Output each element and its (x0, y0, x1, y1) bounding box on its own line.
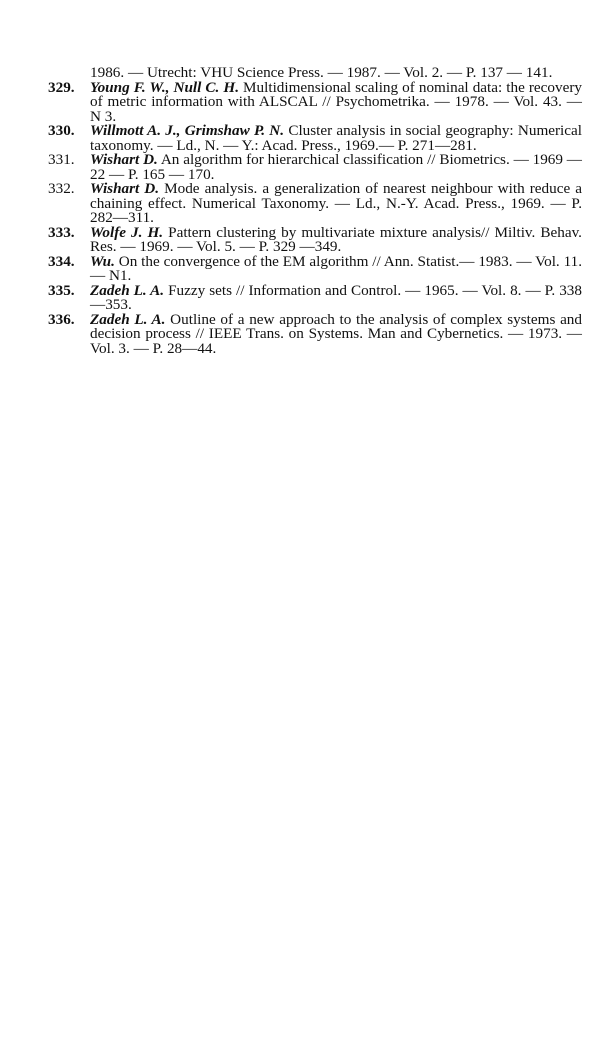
reference-entry (48, 223, 582, 255)
reference-authors: Wolfe J. H. (90, 223, 164, 241)
reference-entry (48, 153, 582, 182)
reference-entry (48, 310, 582, 357)
reference-entry (48, 182, 582, 226)
reference-text: Cluster analysis in social geography: Numerical taxonomy. — Ld., N. — Y.: Acad. Press., 1969.— P. 271—281. (90, 122, 582, 154)
reference-authors: Zadeh L. A. (90, 281, 165, 299)
reference-entry (48, 78, 582, 125)
reference-number: 329. (48, 78, 75, 96)
reference-authors: Wu. (90, 252, 115, 270)
reference-number: 331. (48, 151, 75, 168)
reference-authors: Willmott A. J., Grimshaw P. N. (90, 122, 285, 139)
reference-text: An algorithm for hierarchical classification // Biometrics. — 1969 — 22 — P. 165 — 170. (90, 151, 582, 183)
reference-text: Mode analysis. a generalization of nearest neighbour with reduce a chaining effect. Numerical Taxonomy. — Ld., N.-Y. Acad. Press., 1969. — P. 282—311. (90, 180, 582, 226)
reference-list (48, 66, 582, 356)
reference-number: 336. (48, 310, 75, 328)
reference-text: Multidimensional scaling of nominal data: the recovery of metric information with ALSCAL // Psychometrika. — 1978. — Vol. 43. — N 3. (90, 78, 582, 125)
reference-number: 330. (48, 122, 75, 139)
reference-entry (48, 124, 582, 153)
reference-text: Pattern clustering by multivariate mixture analysis// Miltiv. Behav. Res. — 1969. — Vol. 5. — P. 329 —349. (90, 223, 582, 255)
reference-number: 335. (48, 281, 75, 299)
reference-entry (48, 252, 582, 284)
reference-number: 333. (48, 223, 75, 241)
reference-continuation-text: 1986. — Utrecht: VHU Science Press. — 1987. — Vol. 2. — P. 137 — 141. (90, 64, 553, 81)
reference-authors: Wishart D. (90, 180, 160, 197)
reference-number: 332. (48, 180, 75, 197)
reference-authors: Wishart D. (90, 151, 158, 168)
reference-authors: Zadeh L. A. (90, 310, 166, 328)
reference-text: On the convergence of the EM algorithm // Ann. Statist.— 1983. — Vol. 11. — N1. (90, 252, 582, 284)
reference-number: 334. (48, 252, 75, 270)
reference-authors: Young F. W., Null C. H. (90, 78, 239, 96)
reference-text: Fuzzy sets // Information and Control. — 1965. — Vol. 8. — P. 338—353. (90, 281, 582, 313)
reference-entry (48, 281, 582, 313)
reference-text: Outline of a new approach to the analysis of complex systems and decision process // IEEE Trans. on Systems. Man and Cybernetics. — 1973. — Vol. 3. — P. 28—44. (90, 310, 582, 357)
